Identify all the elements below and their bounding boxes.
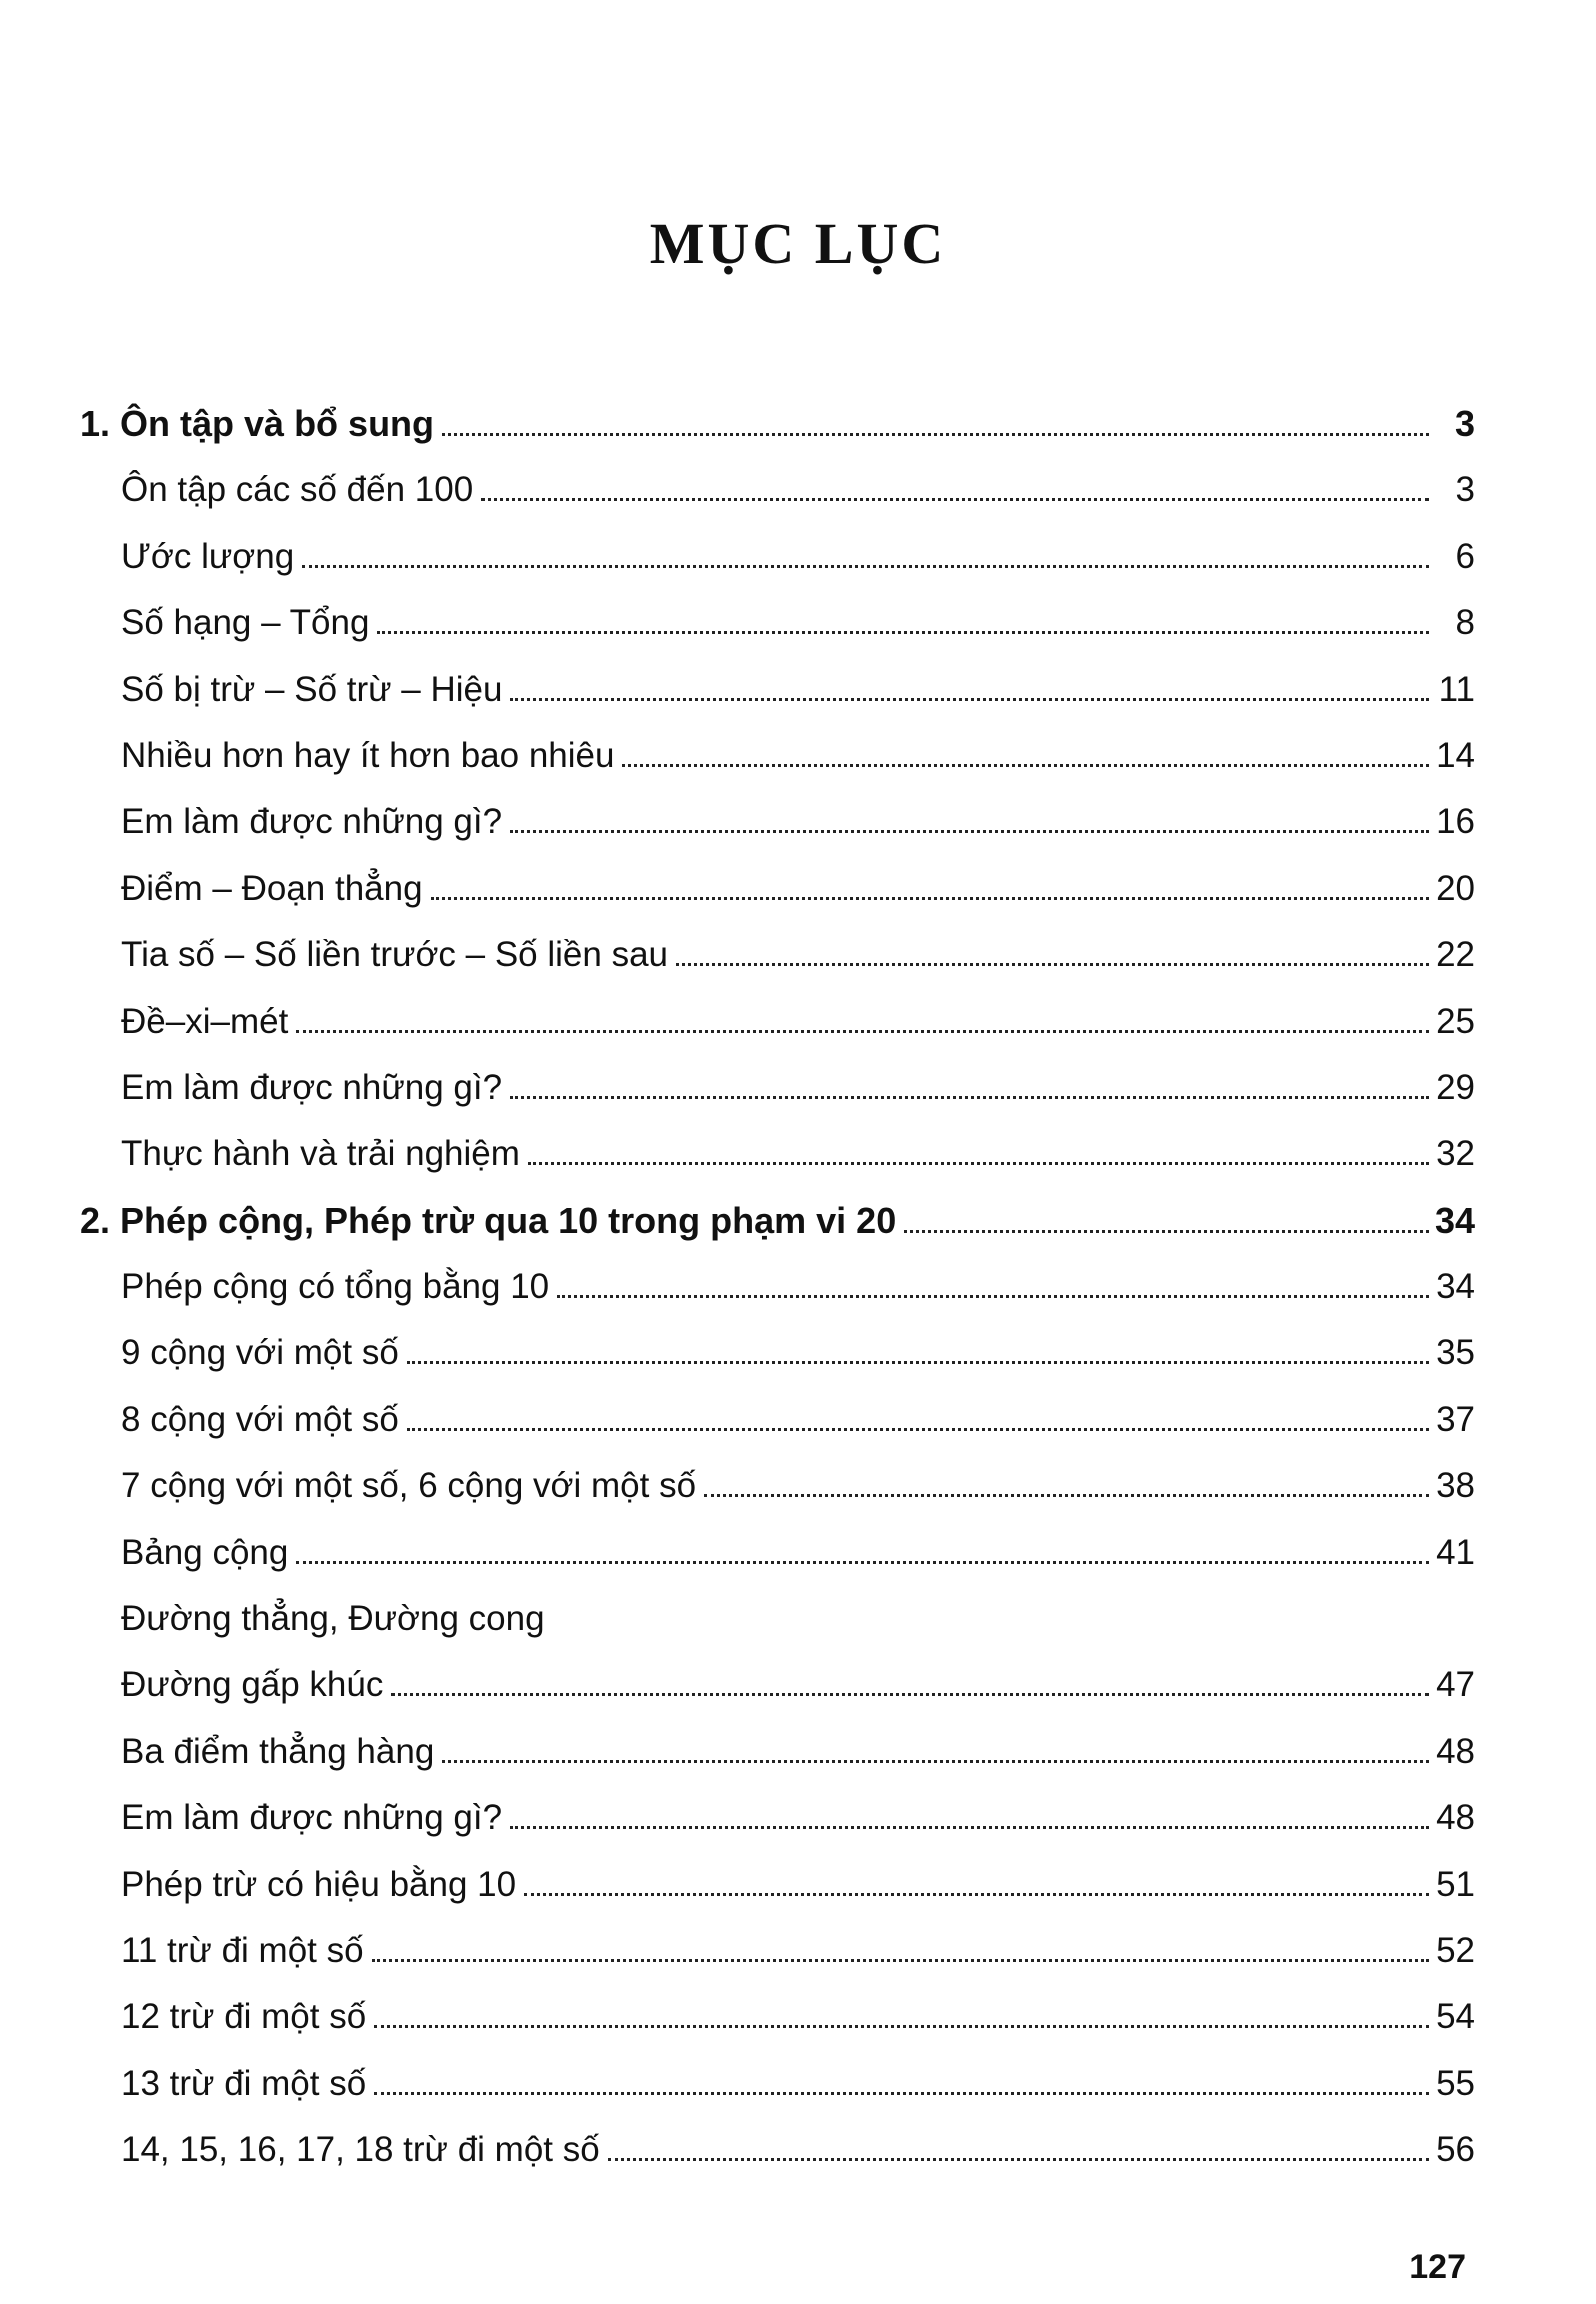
dot-leader: [296, 1561, 1429, 1564]
toc-entry: [80, 1931, 1475, 1997]
toc-entry-page-number: 29: [1436, 1067, 1475, 1107]
toc-entry-label: 7 cộng với một số, 6 cộng với một số: [121, 1466, 697, 1506]
toc-entry: [80, 670, 1475, 736]
dot-leader: [391, 1693, 1429, 1696]
toc-entry-page-number: 38: [1436, 1466, 1475, 1506]
dot-leader: [524, 1893, 1429, 1896]
toc-entry-page-number: 32: [1436, 1134, 1475, 1174]
dot-leader: [442, 433, 1429, 436]
toc-entry-label: Ôn tập các số đến 100: [121, 470, 474, 510]
toc-entry-page-number: 48: [1436, 1798, 1475, 1838]
toc-entry: [80, 1599, 1475, 1665]
page-number: 127: [1409, 2248, 1466, 2286]
dot-leader: [510, 1096, 1429, 1099]
toc-entry-page-number: 25: [1436, 1001, 1475, 1041]
toc-entry: [80, 935, 1475, 1001]
toc-entry: [80, 1732, 1475, 1798]
toc-entry-label: Em làm được những gì?: [121, 802, 503, 842]
dot-leader: [296, 1030, 1429, 1033]
toc-entry-page-number: 8: [1455, 603, 1475, 643]
toc-entry-label: Ba điểm thẳng hàng: [121, 1731, 435, 1771]
toc-entry-page-number: 56: [1436, 2130, 1475, 2170]
toc-entry-label: Tia số – Số liền trước – Số liền sau: [121, 935, 669, 975]
toc-entry-label: 1. Ôn tập và bổ sung: [80, 403, 435, 444]
toc-entry-label: 13 trừ đi một số: [121, 2063, 367, 2103]
toc-entry: [80, 470, 1475, 536]
toc-entry-label: Em làm được những gì?: [121, 1798, 503, 1838]
toc-entry: [80, 1798, 1475, 1864]
toc-entry-page-number: 54: [1436, 1997, 1475, 2037]
toc-entry-label: 14, 15, 16, 17, 18 trừ đi một số: [121, 2130, 600, 2170]
dot-leader: [442, 1760, 1429, 1763]
toc-entry-page-number: 37: [1436, 1399, 1475, 1439]
toc-entry-page-number: 22: [1436, 935, 1475, 975]
toc-entry-label: Bảng cộng: [121, 1532, 289, 1572]
toc-entry-page-number: 52: [1436, 1930, 1475, 1970]
toc-entry-page-number: 34: [1434, 1199, 1475, 1241]
toc-entry: [80, 869, 1475, 935]
toc-entry: [80, 736, 1475, 802]
toc-entry-page-number: 11: [1438, 669, 1475, 709]
dot-leader: [374, 2092, 1429, 2095]
dot-leader: [676, 963, 1429, 966]
toc-entry: [80, 2130, 1475, 2196]
dot-leader: [374, 2025, 1429, 2028]
toc-entry-label: Ước lượng: [121, 536, 295, 576]
toc-entry-page-number: 16: [1436, 802, 1475, 842]
toc-entry-page-number: 48: [1436, 1731, 1475, 1771]
toc-entry: [80, 537, 1475, 603]
dot-leader: [407, 1361, 1429, 1364]
dot-leader: [904, 1230, 1429, 1233]
dot-leader: [481, 498, 1429, 501]
toc-entry-label: Phép cộng có tổng bằng 10: [121, 1267, 550, 1307]
toc-entry: [80, 1466, 1475, 1532]
toc-entry-page-number: 41: [1436, 1532, 1475, 1572]
toc-entry: [80, 603, 1475, 669]
toc-entry-label: 12 trừ đi một số: [121, 1997, 367, 2037]
toc-entry-label: 8 cộng với một số: [121, 1399, 399, 1439]
toc-entry-page-number: 20: [1436, 868, 1475, 908]
toc-entry-page-number: 55: [1436, 2063, 1475, 2103]
toc-entry-label: Đường thẳng, Đường cong: [121, 1599, 545, 1639]
toc-entry-page-number: 47: [1436, 1665, 1475, 1705]
toc-entry: [80, 802, 1475, 868]
toc-entry-page-number: 3: [1454, 403, 1475, 444]
toc-entry-label: Đường gấp khúc: [121, 1665, 384, 1705]
toc-section-entry: [80, 404, 1475, 470]
toc-entry-label: 2. Phép cộng, Phép trừ qua 10 trong phạm vi 20: [80, 1199, 897, 1241]
toc-entry-label: Em làm được những gì?: [121, 1067, 503, 1107]
dot-leader: [557, 1295, 1429, 1298]
toc-entry: [80, 1002, 1475, 1068]
toc-entry: [80, 1267, 1475, 1333]
toc-entry-label: 11 trừ đi một số: [121, 1930, 364, 1970]
toc-entry-label: Đề–xi–mét: [121, 1001, 289, 1041]
toc-entry-page-number: 34: [1436, 1267, 1475, 1307]
table-of-contents: [80, 404, 1475, 2197]
toc-entry: [80, 1665, 1475, 1731]
toc-entry-label: Số bị trừ – Số trừ – Hiệu: [121, 669, 503, 709]
dot-leader: [510, 1826, 1429, 1829]
dot-leader: [528, 1162, 1429, 1165]
toc-entry: [80, 1533, 1475, 1599]
toc-entry-page-number: 35: [1436, 1333, 1475, 1373]
toc-entry: [80, 1134, 1475, 1200]
dot-leader: [622, 764, 1429, 767]
toc-entry: [80, 1997, 1475, 2063]
toc-entry-label: Nhiều hơn hay ít hơn bao nhiêu: [121, 735, 615, 775]
dot-leader: [608, 2158, 1429, 2161]
toc-entry-label: Điểm – Đoạn thẳng: [121, 868, 423, 908]
page-title: MỤC LỤC: [649, 211, 947, 276]
dot-leader: [704, 1494, 1429, 1497]
toc-entry-page-number: 51: [1436, 1864, 1475, 1904]
toc-section-entry: [80, 1201, 1475, 1267]
toc-entry-label: Thực hành và trải nghiệm: [121, 1134, 520, 1174]
toc-entry-page-number: 3: [1455, 470, 1475, 510]
toc-entry-page-number: 14: [1436, 735, 1475, 775]
toc-entry-label: Số hạng – Tổng: [121, 603, 370, 643]
toc-entry: [80, 1333, 1475, 1399]
toc-entry: [80, 2064, 1475, 2130]
dot-leader: [510, 698, 1429, 701]
toc-entry: [80, 1400, 1475, 1466]
dot-leader: [377, 631, 1429, 634]
toc-entry-page-number: 6: [1455, 536, 1475, 576]
dot-leader: [302, 565, 1429, 568]
dot-leader: [407, 1428, 1429, 1431]
dot-leader: [431, 897, 1429, 900]
dot-leader: [510, 830, 1429, 833]
toc-entry-label: 9 cộng với một số: [121, 1333, 399, 1373]
dot-leader: [372, 1959, 1429, 1962]
toc-entry-label: Phép trừ có hiệu bằng 10: [121, 1864, 517, 1904]
toc-entry: [80, 1068, 1475, 1134]
toc-entry: [80, 1865, 1475, 1931]
